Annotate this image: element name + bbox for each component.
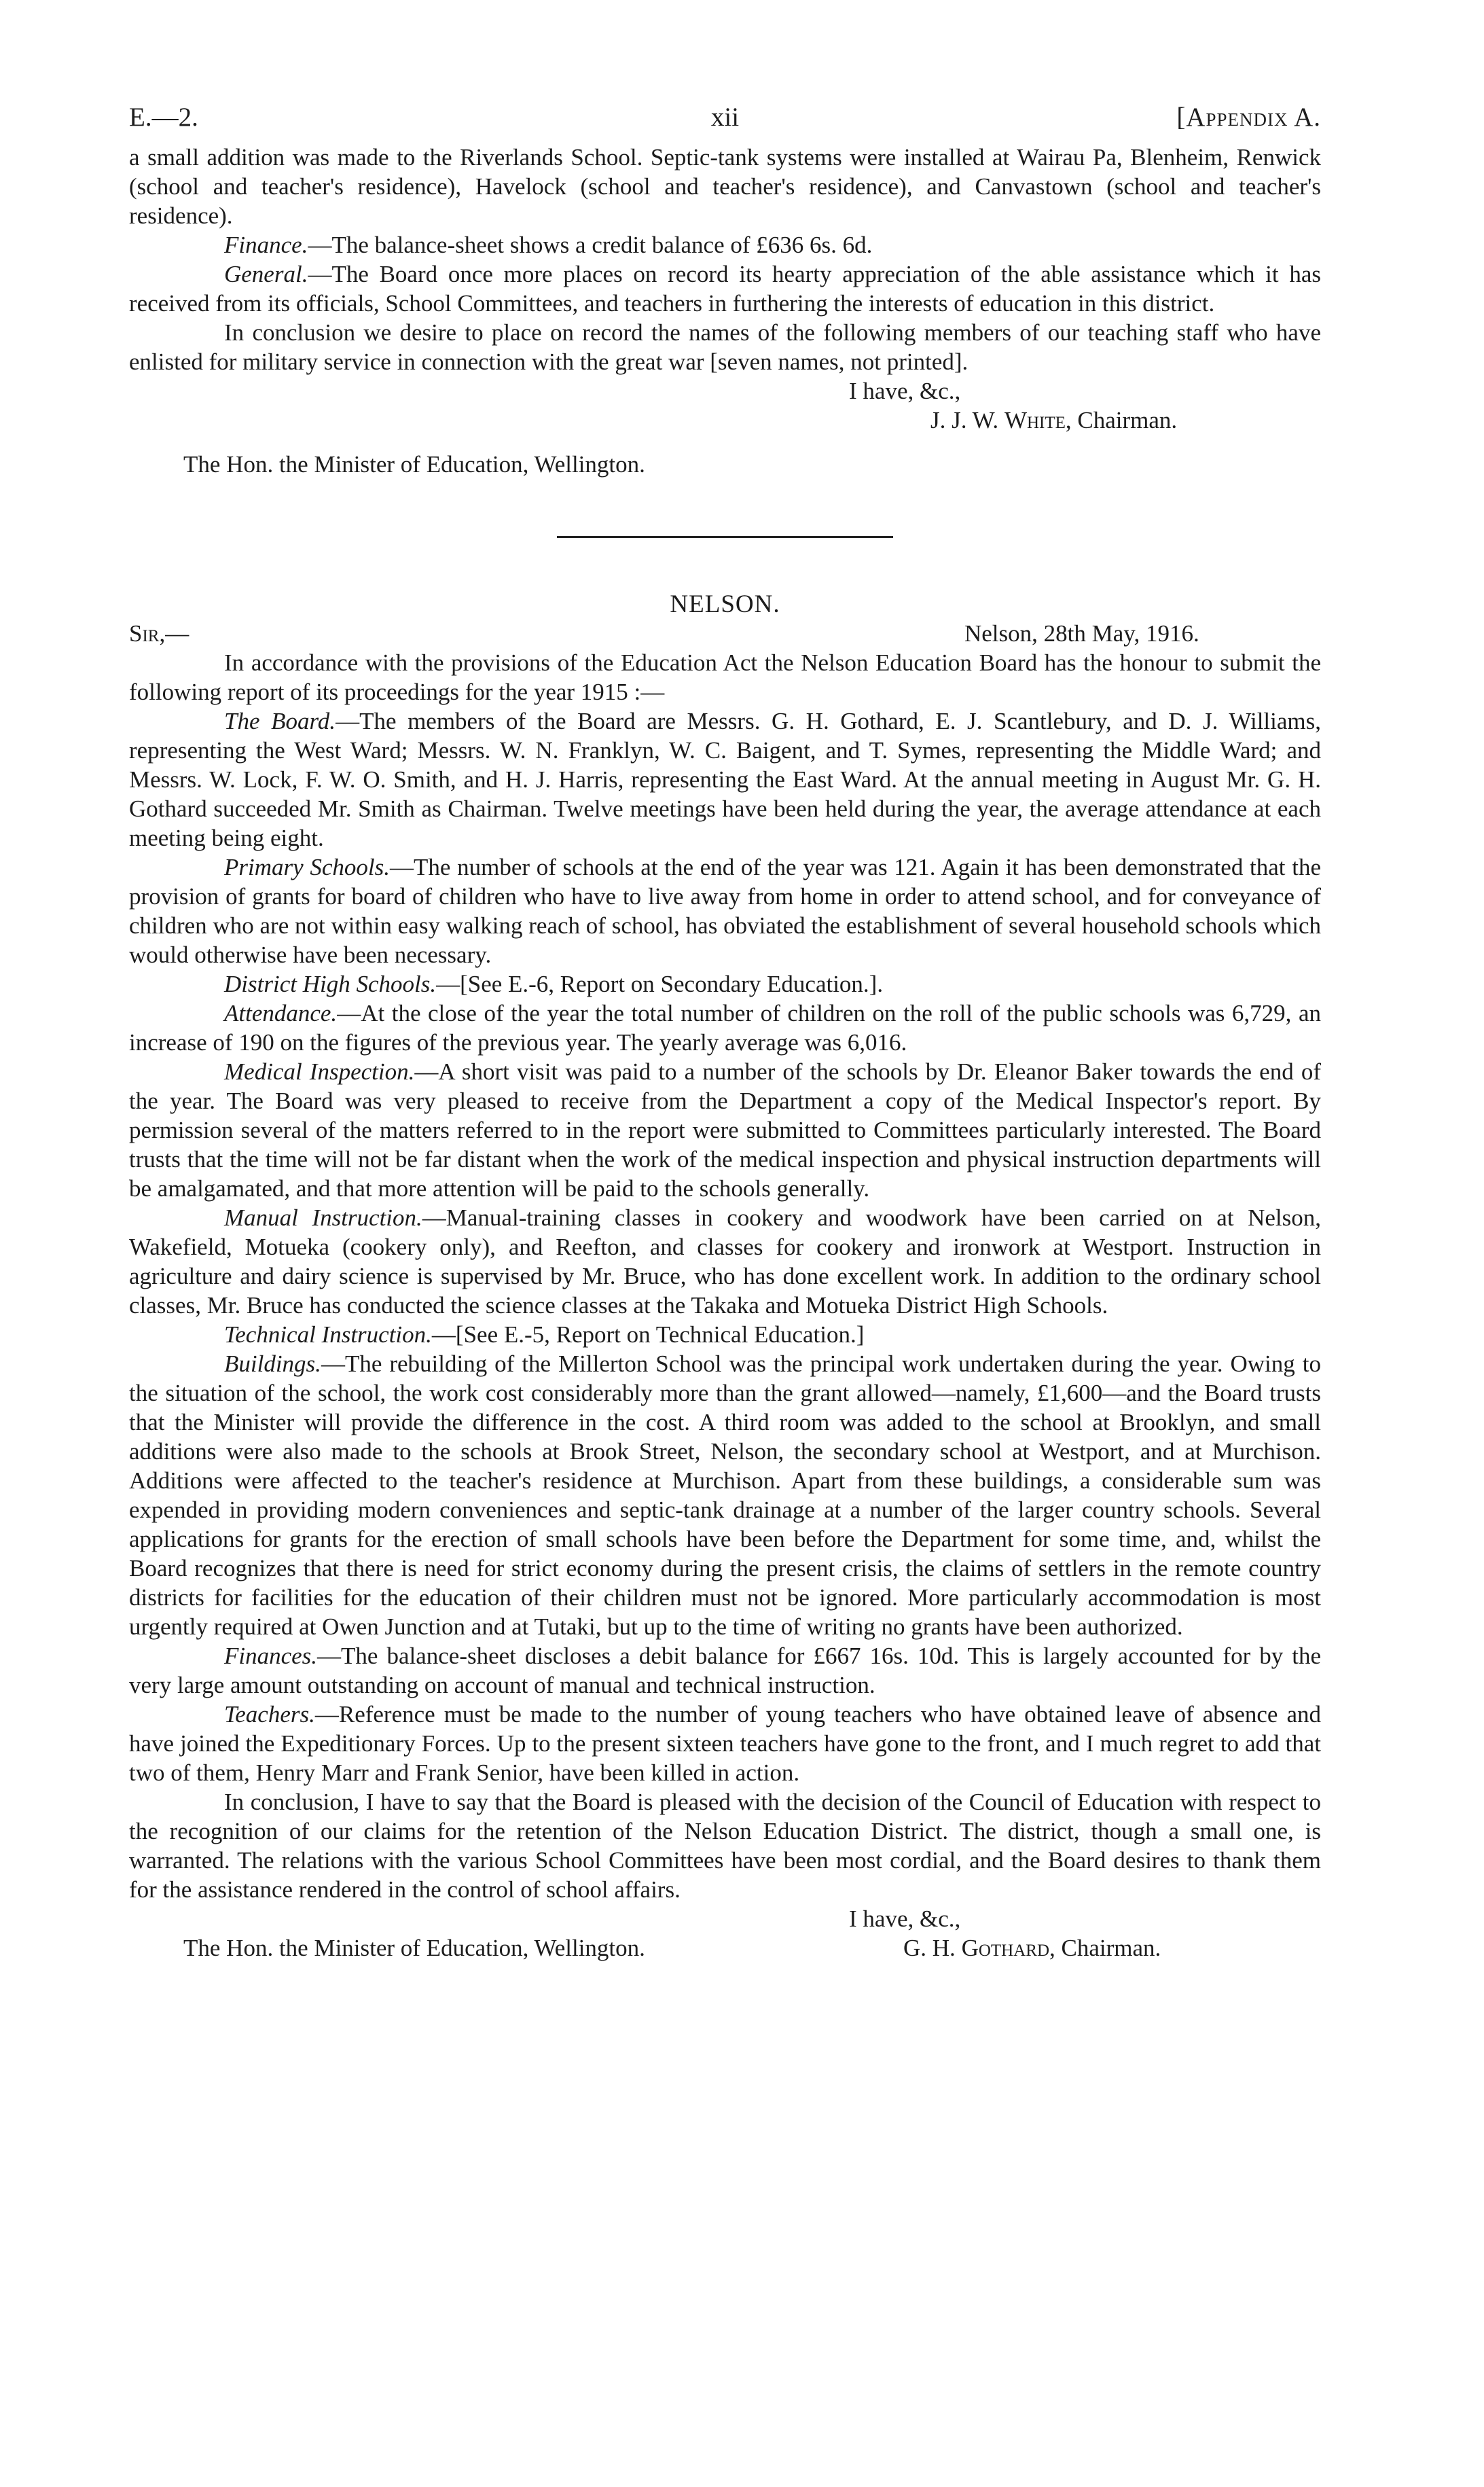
section-title: NELSON.	[670, 590, 780, 618]
signature-name: White	[1004, 407, 1066, 433]
paragraph-text: —At the close of the year the total number of children on the roll of the public schools was 6,729, an increase of 190 on the figures of the previous year. The yearly average was 6,016.	[129, 1000, 1321, 1056]
paragraph-text: —Reference must be made to the number of young teachers who have obtained leave of absence and have joined the Expeditionary Forces. Up to the present sixteen teachers have gone to the front, and I much regret to add that two of them, Henry Marr and Frank Senior, have been killed in action.	[129, 1701, 1321, 1786]
signature-initials: J. J. W.	[930, 407, 999, 433]
signature-initials: G. H.	[903, 1935, 956, 1961]
paragraph-text: —Manual-training classes in cookery and woodwork have been carried on at Nelson, Wakefield, Motueka (cookery only), and Reefton, and classes for cookery and ironwork at Westport. Instruction in agriculture and dairy science is supervised by Mr. Bruce, who has done excellent work. In addition to the ordinary school classes, Mr. Bruce has conducted the science classes at the Takaka and Motueka District High Schools.	[129, 1204, 1321, 1319]
header-appendix: [Appendix A.	[1176, 103, 1321, 132]
paragraph-text: —[See E.-6, Report on Secondary Education.].	[436, 971, 884, 997]
closing-formula: I have, &c.,	[849, 378, 961, 404]
salutation-line	[129, 619, 1321, 648]
technical-instruction-paragraph	[129, 1320, 1321, 1349]
side-heading: The Board.	[224, 708, 336, 734]
side-heading: Finance.	[224, 232, 308, 258]
side-heading: Buildings.	[224, 1350, 321, 1377]
paragraph-text: —The balance-sheet shows a credit balance of £636 6s. 6d.	[308, 232, 873, 258]
signature-name: Gothard	[961, 1935, 1050, 1961]
finances-paragraph	[129, 1641, 1321, 1700]
district-high-schools-paragraph	[129, 969, 1321, 999]
side-heading: Medical Inspection.	[224, 1058, 415, 1085]
paragraph-text: —A short visit was paid to a number of the schools by Dr. Eleanor Baker towards the end of the year. The Board was very pleased to receive from the Department a copy of the Medical Inspector's report. By permission several of the matters referred to in the report were submitted to Committees particularly interested. The Board trusts that the time will not be far distant when the work of the medical inspection and physical instruction departments will be amalgamated, and that more attention will be paid to the schools generally.	[129, 1058, 1322, 1202]
attendance-paragraph	[129, 999, 1321, 1057]
signature	[903, 1933, 1161, 1963]
marlborough-report-end	[129, 143, 1321, 479]
buildings-paragraph	[129, 1349, 1321, 1641]
page-header	[129, 102, 1321, 143]
signature-title: , Chairman.	[1049, 1935, 1161, 1961]
manual-instruction-paragraph	[129, 1203, 1321, 1320]
primary-schools-paragraph	[129, 853, 1321, 969]
nelson-report	[129, 619, 1321, 1963]
signature-title: , Chairman.	[1065, 407, 1178, 433]
signature	[129, 406, 1321, 435]
paragraph-text: —[See E.-5, Report on Technical Education.]	[431, 1321, 865, 1348]
addressee: The Hon. the Minister of Education, Wellington.	[183, 1935, 645, 1961]
closing-line	[129, 1933, 1321, 1963]
paragraph: a small addition was made to the Riverlands School. Septic-tank systems were installed at Wairau Pa, Blenheim, Renwick (school and teacher's residence), Havelock (school and teacher's residence), and Canvastown (school and teacher's residence).	[129, 144, 1321, 229]
side-heading: Primary Schools.	[224, 854, 390, 880]
document-page	[129, 102, 1321, 1963]
header-page-number: xii	[710, 103, 740, 132]
conclusion-paragraph: In conclusion, I have to say that the Board is pleased with the decision of the Council of Education with respect to the recognition of our claims for the retention of the Nelson Education District. The district, though a small one, is warranted. The relations with the various School Committees have been most cordial, and the Board desires to thank them for the assistance rendered in the control of school affairs.	[129, 1789, 1321, 1903]
side-heading: Technical Instruction.	[224, 1321, 432, 1348]
side-heading: Teachers.	[224, 1701, 315, 1728]
section-divider	[557, 536, 893, 538]
teachers-paragraph	[129, 1700, 1321, 1787]
side-heading: General.	[224, 261, 308, 287]
paragraph-text: —The balance-sheet discloses a debit balance for £667 16s. 10d. This is largely accounted for by the very large amount outstanding on account of manual and technical instruction.	[129, 1643, 1321, 1698]
intro-paragraph: In accordance with the provisions of the Education Act the Nelson Education Board has the honour to submit the following report of its proceedings for the year 1915 :—	[129, 649, 1321, 705]
medical-inspection-paragraph	[129, 1057, 1321, 1203]
salutation: Sir,—	[129, 620, 189, 647]
addressee: The Hon. the Minister of Education, Wellington.	[183, 451, 645, 478]
header-reference: E.—2.	[129, 103, 198, 132]
board-paragraph	[129, 706, 1321, 853]
side-heading: District High Schools.	[224, 971, 437, 997]
paragraph-text: —The number of schools at the end of the year was 121. Again it has been demonstrated that the provision of grants for board of children who have to live away from home in order to attend school, and for conveyance of children who are not within easy walking reach of school, has obviated the establishment of several household schools which would otherwise have been necessary.	[129, 854, 1321, 968]
conclusion-paragraph: In conclusion we desire to place on record the names of the following members of our teaching staff who have enlisted for military service in connection with the great war [seven names, not printed].	[129, 319, 1321, 375]
paragraph-text: —The rebuilding of the Millerton School was the principal work undertaken during the year. Owing to the situation of the school, the work cost considerably more than the grant allowed—namely, £1,600—and the Board trusts that the Minister will provide the difference in the cost. A third room was added to the school at Brooklyn, and small additions were also made to the schools at Brook Street, Nelson, the secondary school at Westport, and at Murchison. Additions were affected to the teacher's residence at Murchison. Apart from these buildings, a considerable sum was expended in providing modern conveniences and septic-tank drainage at a number of the larger country schools. Several applications for grants for the erection of small schools have been before the Department for some time, and, whilst the Board recognizes that there is need for strict economy during the present crisis, the claims of settlers in the remote country districts for facilities for the education of their children must not be ignored. More particularly accommodation is most urgently required at Owen Junction and at Tutaki, but up to the time of writing no grants have been authorized.	[129, 1350, 1321, 1640]
side-heading: Manual Instruction.	[224, 1204, 422, 1231]
side-heading: Attendance.	[224, 1000, 338, 1026]
letter-date: Nelson, 28th May, 1916.	[964, 620, 1199, 647]
closing-formula: I have, &c.,	[849, 1905, 961, 1932]
paragraph-text: —The members of the Board are Messrs. G. H. Gothard, E. J. Scantlebury, and D. J. Williams, representing the West Ward; Messrs. W. N. Franklyn, W. C. Baigent, and T. Symes, representing the Middle Ward; and Messrs. W. Lock, F. W. O. Smith, and H. J. Harris, representing the East Ward. At the annual meeting in August Mr. G. H. Gothard succeeded Mr. Smith as Chairman. Twelve meetings have been held during the year, the average attendance at each meeting being eight.	[129, 708, 1322, 851]
general-paragraph	[129, 260, 1321, 318]
finance-paragraph	[129, 230, 1321, 260]
paragraph-text: —The Board once more places on record its hearty appreciation of the able assistance which it has received from its officials, School Committees, and teachers in furthering the interests of education in this district.	[129, 261, 1321, 317]
side-heading: Finances.	[224, 1643, 318, 1669]
